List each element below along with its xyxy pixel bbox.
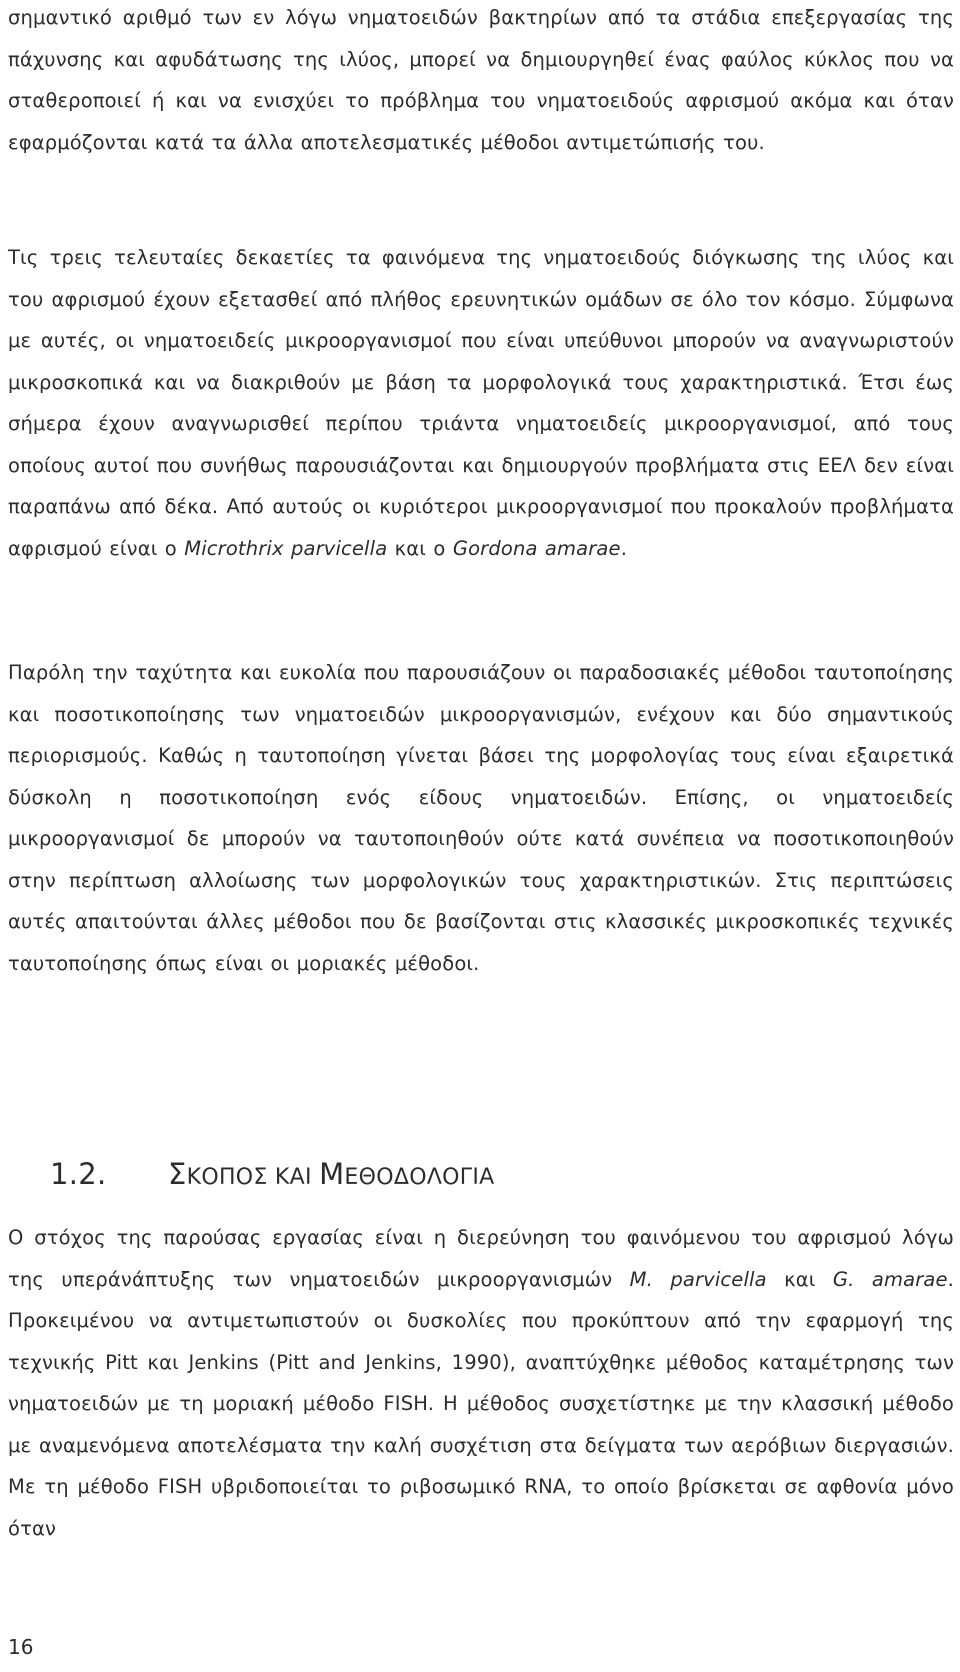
paragraph-text: και ο — [394, 536, 446, 560]
paragraph-text: και — [784, 1267, 816, 1291]
paragraph-text: . — [620, 536, 628, 560]
paragraph-text: . Προκειμένου να αντιμετωπιστούν οι δυσκολίες που προκύπτουν από την εφαρμογή της τεχνικής Pitt και Jenkins (Pitt and Jenkins, 1990), αναπτύχθηκε μέθοδος καταμέτρησης των νηματοειδών με τη μοριακή μέθοδο FISH. Η μέθοδος συσχετίστηκε με την κλασσική μέθοδο με αναμενόμενα αποτελέσματα την καλή συσχέτιση στα δείγματα των αερόβιων διεργασιών. Με τη μέθοδο FISH υβριδοποιείται το ριβοσωμικό RNA, το οποίο βρίσκεται σε αφθονία μόνο όταν — [8, 1267, 954, 1540]
paragraph-text: Ο στόχος της παρούσας εργασίας είναι η διερεύνηση του φαινόμενου του αφρισμού λόγω της υπεράνάπτυξης των νηματοειδών μικροοργανισμών — [8, 1226, 954, 1291]
title-initial: Μ — [319, 1157, 345, 1191]
species-name-m-parvicella: M. parvicella — [629, 1267, 767, 1291]
paragraph-text: σημαντικό αριθμό των εν λόγω νηματοειδών βακτηρίων από τα στάδια επεξεργασίας της πάχυνσης και αφυδάτωσης της ιλύος, μπορεί να δημιουργηθεί ένας φαύλος κύκλος που να σταθεροποιεί ή και να ενισχύει το πρόβλημα του νηματοειδούς αφρισμού ακόμα και όταν εφαρμόζονται κατά τα άλλα αποτελεσματικές μέθοδοι αντιμετώπισής του. — [8, 6, 954, 154]
paragraph-method-limitations — [8, 652, 954, 984]
section-heading — [50, 1154, 494, 1198]
page-number: 16 — [8, 1635, 34, 1659]
paragraph-objective — [8, 1217, 954, 1549]
paragraph-text: Παρόλη την ταχύτητα και ευκολία που παρουσιάζουν οι παραδοσιακές μέθοδοι ταυτοποίησης και ποσοτικοποίησης των νηματοειδών μικροοργανισμών, ενέχουν και δύο σημαντικούς περιορισμούς. Καθώς η ταυτοποίηση γίνεται βάσει της μορφολογίας τους είναι εξαιρετικά δύσκολη η ποσοτικοποίηση ενός είδους νηματοειδών. Επίσης, οι νηματοειδείς μικροοργανισμοί δε μπορούν να ταυτοποιηθούν ούτε κατά συνέπεια να ποσοτικοποιηθούν στην περίπτωση αλλοίωσης των μορφολογικών τους χαρακτηριστικών. Στις περιπτώσεις αυτές απαιτούνται άλλες μέθοδοι που δε βασίζονται στις κλασσικές μικροσκοπικές τεχνικές ταυτοποίησης όπως είναι οι μοριακές μέθοδοι. — [8, 661, 954, 975]
title-smallcaps: ΚΟΠΟΣ ΚΑΙ — [186, 1165, 320, 1190]
paragraph-research-history — [8, 237, 954, 569]
paragraph-text: Τις τρεις τελευταίες δεκαετίες τα φαινόμενα της νηματοειδούς διόγκωσης της ιλύος και του αφρισμού έχουν εξετασθεί από πλήθος ερευνητικών ομάδων σε όλο τον κόσμο. Σύμφωνα με αυτές, οι νηματοειδείς μικροοργανισμοί που είναι υπεύθυνοι μπορούν να αναγνωριστούν μικροσκοπικά και να διακριθούν με βάση τα μορφολογικά τους χαρακτηριστικά. Έτσι έως σήμερα έχουν αναγνωρισθεί περίπου τριάντα νηματοειδείς μικροοργανισμοί, από τους οποίους αυτοί που συνήθως παρουσιάζονται και δημιουργούν προβλήματα στις ΕΕΛ δεν είναι παραπάνω από δέκα. Από αυτούς οι κυριότεροι μικροοργανισμοί που προκαλούν προβλήματα αφρισμού είναι ο — [8, 246, 954, 560]
species-name-microthrix: Microthrix parvicella — [184, 536, 388, 560]
paragraph-foaming-cycle — [8, 0, 954, 163]
section-number: 1.2. — [50, 1157, 107, 1191]
species-name-gordona: Gordona amarae — [452, 536, 621, 560]
title-smallcaps: ΕΘΟΔΟΛΟΓΙΑ — [344, 1165, 495, 1190]
species-name-g-amarae: G. amarae — [832, 1267, 948, 1291]
section-title — [168, 1157, 494, 1191]
title-initial: Σ — [168, 1157, 187, 1191]
